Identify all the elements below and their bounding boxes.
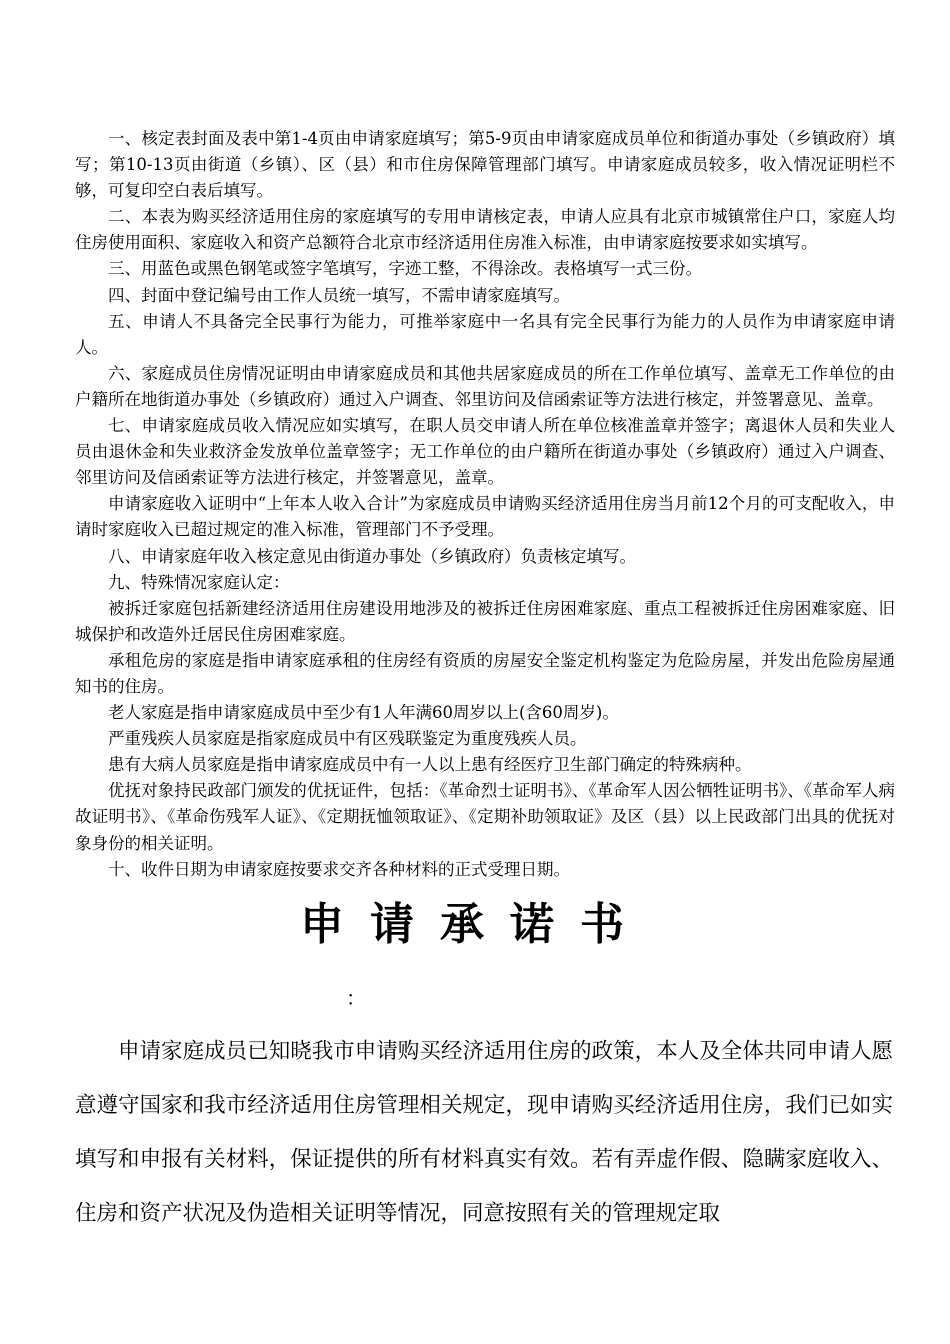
instruction-item: 四、封面中登记编号由工作人员统一填写，不需申请家庭填写。 (108, 285, 570, 305)
instruction-item: 承租危房的家庭是指申请家庭承租的住房经有资质的房屋安全鉴定机构鉴定为危险房屋，并发出危险房屋通知书的住房。 (75, 650, 895, 696)
instruction-item: 五、申请人不具备完全民事行为能力，可推举家庭中一名具有完全民事行为能力的人员作为申请家庭申请人。 (75, 311, 895, 357)
instruction-item: 申请家庭收入证明中“上年本人收入合计”为家庭成员申请购买经济适用住房当月前12个月的可支配收入，申请时家庭收入已超过规定的准入标准，管理部门不予受理。 (75, 494, 895, 540)
instruction-item: 七、申请家庭成员收入情况应如实填写，在职人员交申请人所在单位核准盖章并签字；离退休人员和失业人员由退休金和失业救济金发放单位盖章签字；无工作单位的由户籍所在街道办事处（乡镇政府）通过入户调查、邻里访问及信函索证等方法进行核定，并签署意见，盖章。 (75, 416, 895, 488)
instruction-item: 九、特殊情况家庭认定： (108, 572, 290, 592)
instruction-item: 六、家庭成员住房情况证明由申请家庭成员和其他共居家庭成员的所在工作单位填写、盖章无工作单位的由户籍所在地街道办事处（乡镇政府）通过入户调查、邻里访问及信函索证等方法进行核定，并签署意见、盖章。 (75, 363, 895, 409)
instructions-section (75, 126, 895, 883)
promise-section (75, 1025, 893, 1241)
instruction-item: 二、本表为购买经济适用住房的家庭填写的专用申请核定表，申请人应具有北京市城镇常住户口，家庭人均住房使用面积、家庭收入和资产总额符合北京市经济适用住房准入标准，由申请家庭按要求如实填写。 (75, 207, 895, 253)
instruction-item: 十、收件日期为申请家庭按要求交齐各种材料的正式受理日期。 (108, 859, 570, 879)
page-title: 申请承诺书 (300, 899, 650, 950)
promise-paragraph: 申请家庭成员已知晓我市申请购买经济适用住房的政策，本人及全体共同申请人愿意遵守国家和我市经济适用住房管理相关规定，现申请购买经济适用住房，我们已如实填写和申报有关材料，保证提供的所有材料真实有效。若有弄虚作假、隐瞒家庭收入、住房和资产状况及伪造相关证明等情况，同意按照有关的管理规定取 (75, 1039, 893, 1226)
instruction-item: 八、申请家庭年收入核定意见由街道办事处（乡镇政府）负责核定填写。 (108, 546, 636, 566)
salutation-colon: ： (346, 986, 366, 1010)
instruction-item: 被拆迁家庭包括新建经济适用住房建设用地涉及的被拆迁住房困难家庭、重点工程被拆迁住房困难家庭、旧城保护和改造外迁居民住房困难家庭。 (75, 598, 895, 644)
instruction-item: 患有大病人员家庭是指申请家庭成员中有一人以上患有经医疗卫生部门确定的特殊病种。 (108, 755, 752, 775)
instruction-item: 老人家庭是指申请家庭成员中至少有1人年满60周岁以上(含60周岁)。 (108, 703, 619, 723)
instruction-item: 严重残疾人员家庭是指家庭成员中有区残联鉴定为重度残疾人员。 (108, 729, 587, 749)
instruction-item: 一、核定表封面及表中第1-4页由申请家庭填写；第5-9页由申请家庭成员单位和街道办事处（乡镇政府）填写；第10-13页由街道（乡镇）、区（县）和市住房保障管理部门填写。申请家庭成员较多，收入情况证明栏不够，可复印空白表后填写。 (75, 129, 895, 201)
instruction-item: 优抚对象持民政部门颁发的优抚证件，包括：《革命烈士证明书》、《革命军人因公牺牲证明书》、《革命军人病故证明书》、《革命伤残军人证》、《定期抚恤领取证》、《定期补助领取证》及区（县）以上民政部门出具的优抚对象身份的相关证明。 (75, 781, 895, 853)
instruction-item: 三、用蓝色或黑色钢笔或签字笔填写，字迹工整，不得涂改。表格填写一式三份。 (108, 259, 702, 279)
